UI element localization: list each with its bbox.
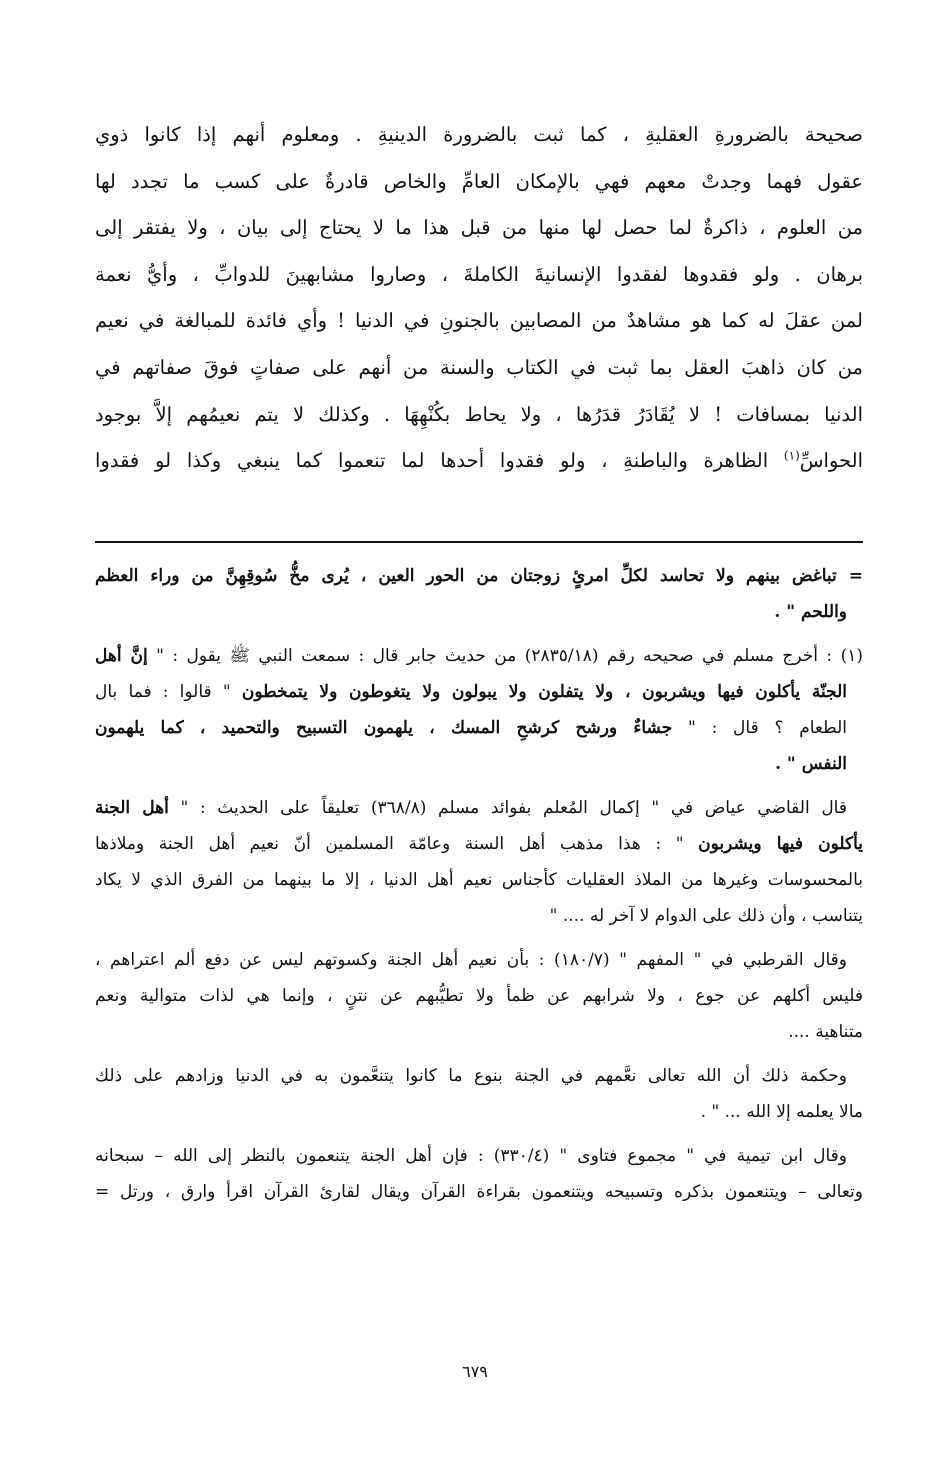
qadi-line-1-bold: أهل الجنة <box>95 798 169 818</box>
ibn-taymiyya-paragraph <box>95 1138 863 1210</box>
qadi-iyad-paragraph <box>95 790 863 934</box>
note1-line-4: النفس " . <box>775 754 847 774</box>
note1-line-1-text: (١) : أخرج مسلم في صحيحه رقم (٢٨٣٥/١٨) من حديث جابر قال : سمعت النبي ﷺ يقول : " <box>147 646 863 666</box>
main-line-7: الدنيا بمسافات ! لا يُقَادَرُ قدَرُها ، ولا يحاط بكُنْهِهَا . وكذلك لا يتم نعيمُهم إلاَّ بوجود <box>95 402 863 426</box>
qurtubi-line-3: متناهية .... <box>788 1022 863 1042</box>
main-line-6: من كان ذاهبَ العقل بما ثبت في الكتاب والسنة من أنهم على صفاتٍ فوقَ صفاتهم في <box>95 355 863 379</box>
qadi-line-2-bold: يأكلون فيها ويشربون <box>698 834 863 854</box>
footnotes <box>95 558 863 1210</box>
note1-line-1 <box>95 638 863 674</box>
main-line-3: من العلوم ، ذاكرةٌ لما حصل لها منها من قبل هذا ما لا يحتاج إلى بيان ، ولا يفتقر إلى <box>95 216 863 240</box>
footnote-marker: (١) <box>783 448 800 463</box>
qadi-line-2-text: " : هذا مذهب أهل السنة وعامّة المسلمين أنّ نعيم أهل الجنة وملاذها <box>95 834 699 854</box>
continuation-line-1: = تباغض بينهم ولا تحاسد لكلِّ امرئٍ زوجتان من الحور العين ، يُرى مخُّ سُوقِهِنَّ من وراء العظم <box>95 566 863 586</box>
footnote-1 <box>95 638 863 782</box>
main-line-4: برهان . ولو فقدوها لفقدوا الإنسانيةَ الكاملةَ ، وصاروا مشابهينَ للدوابِّ ، وأيُّ نعمة <box>95 262 863 286</box>
main-line-1: صحيحة بالضرورةِ العقليةِ ، كما ثبت بالضرورة الدينيةِ . ومعلوم أنهم إذا كانوا ذوي <box>95 123 863 146</box>
footnote-continuation <box>95 558 863 630</box>
qadi-line-3: بالمحسوسات وغيرها من الملاذ العقليات كأجناس نعيم أهل الدنيا ، إلا ما بينهما من الفرق الذي لا يكاد <box>95 870 863 890</box>
main-line-2: عقول فهما وجدتْ معهم فهي بالإمكان العامِّ والخاص قادرةٌ على كسب ما تجدد لها <box>95 169 863 193</box>
note1-line-1-bold: إنَّ أهل <box>95 646 148 666</box>
qurtubi-line-2: فليس أكلهم عن جوع ، ولا شرابهم عن ظمأ ولا تطيُّبهم عن نتنٍ ، وإنما هي لذات متوالية ونعم <box>95 986 863 1006</box>
note1-line-2-text: " قالوا : فما بال <box>95 682 242 702</box>
main-line-8-start: الحواسِّ <box>799 449 863 473</box>
note1-line-2 <box>95 674 863 710</box>
hikma-line-2: مالا يعلمه إلا الله ... " . <box>700 1102 863 1122</box>
hikma-paragraph <box>95 1058 863 1130</box>
note1-line-3-bold: جشاءٌ ورشح كرشحِ المسك ، يلهمون التسبيح والتحميد ، كما يلهمون <box>95 718 673 738</box>
main-text <box>95 112 863 485</box>
note1-line-3 <box>95 710 863 746</box>
qadi-line-1 <box>95 790 863 826</box>
qurtubi-line-1: وقال القرطبي في " المفهم " (١٨٠/٧) : بأن نعيم أهل الجنة وكسوتهم ليس عن دفع ألم اعتراهم ، <box>95 950 847 970</box>
continuation-line-2: واللحم " . <box>774 602 847 622</box>
main-line-8 <box>95 438 863 485</box>
qurtubi-paragraph <box>95 942 863 1050</box>
qadi-line-1-text: قال القاضي عياض في " إكمال المُعلم بفوائد مسلم (٣٦٨/٨) تعليقاً على الحديث : " <box>168 798 847 818</box>
taymiyya-line-1: وقال ابن تيمية في " مجموع فتاوى " (٣٣٠/٤) : فإن أهل الجنة يتنعمون بالنظر إلى الله – سبحانه <box>95 1146 847 1166</box>
page-number: ٦٧٩ <box>462 1362 488 1381</box>
footnote-divider <box>95 541 863 543</box>
main-line-5: لمن عقلَ له كما هو مشاهدٌ من المصابين بالجنونِ في الدنيا ! وأي فائدة للمبالغة في نعيم <box>95 309 863 333</box>
qadi-line-4: يتناسب ، وأن ذلك على الدوام لا آخر له .... " <box>549 906 863 926</box>
note1-line-3-text: الطعام ؟ قال : " <box>672 718 847 738</box>
hikma-line-1: وحكمة ذلك أن الله تعالى نعَّمهم في الجنة بنوع ما كانوا يتنعَّمون به في الدنيا وزادهم على ذلك <box>95 1066 847 1086</box>
qadi-line-2 <box>95 826 863 862</box>
main-line-8-rest: الظاهرة والباطنةِ ، ولو فقدوا أحدها لما تنعموا كما ينبغي وكذا لو فقدوا <box>95 449 784 473</box>
taymiyya-line-2: وتعالى – ويتنعمون بذكره وتسبيحه ويتنعمون بقراءة القرآن ويقال لقارئ القرآن اقرأ وارق ، ورتل = <box>95 1182 863 1202</box>
note1-line-2-bold: الجنّة يأكلون فيها ويشربون ، ولا يتفلون ولا يبولون ولا يتغوطون ولا يتمخطون <box>241 682 847 702</box>
